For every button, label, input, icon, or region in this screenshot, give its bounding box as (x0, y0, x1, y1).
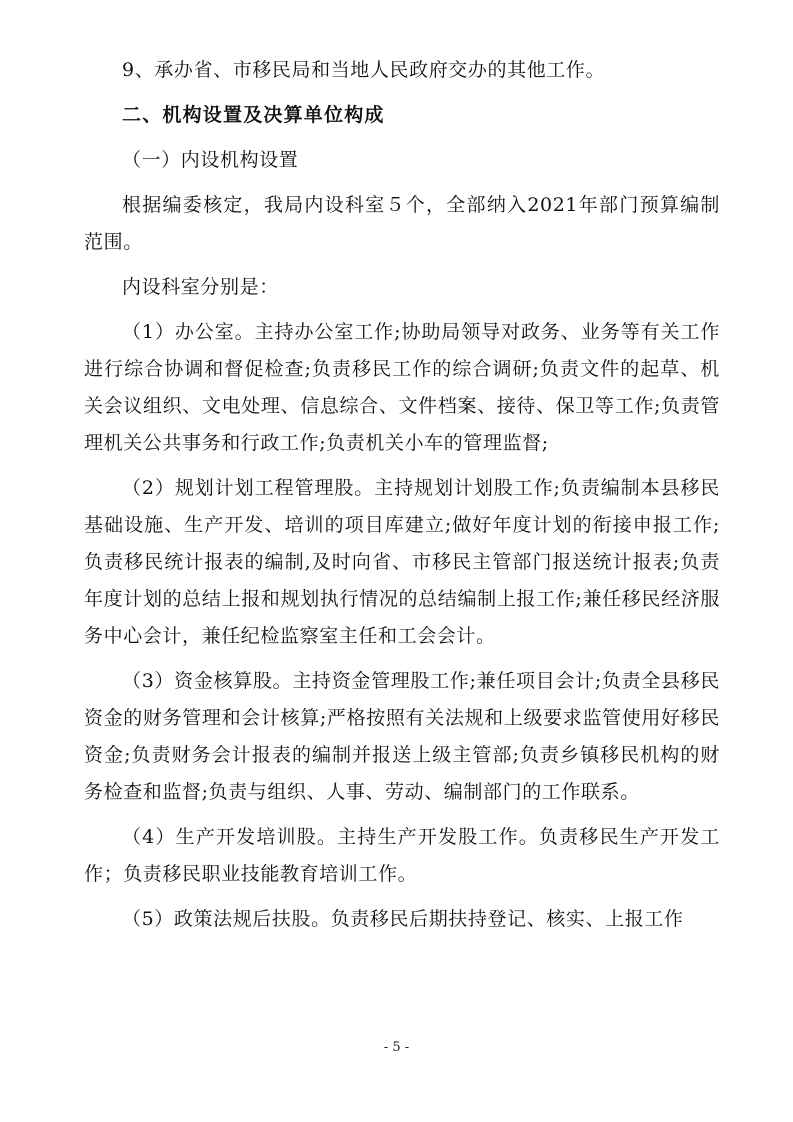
paragraph-departments-intro: 内设科室分别是： (122, 276, 279, 298)
paragraph-planning: （2）规划计划工程管理股。主持规划计划股工作;负责编制本县移民基础设施、生产开发、培训的项目库建立;做好年度计划的衔接申报工作;负责移民统计报表的编制,及时向省、市移民主管部门报送统计报表;负责年度计划的总结上报和规划执行情况的总结编制上报工作;兼任移民经济服务中心会计，兼任纪检监察室主任和工会会计。 (84, 477, 720, 647)
paragraph-production: （4）生产开发培训股。主持生产开发股工作。负责移民生产开发工作；负责移民职业技能教育培训工作。 (84, 826, 720, 885)
paragraph-policy: （5）政策法规后扶股。负责移民后期扶持登记、核实、上报工作 (122, 908, 684, 930)
subsection-heading-1: （一）内设机构设置 (122, 149, 299, 171)
document-body (84, 52, 720, 938)
paragraph-establishment: 根据编委核定，我局内设科室５个，全部纳入2021年部门预算编制范围。 (84, 194, 720, 253)
paragraph-finance: （3）资金核算股。主持资金管理股工作;兼任项目会计;负责全县移民资金的财务管理和会计核算;严格按照有关法规和上级要求监管使用好移民资金;负责财务会计报表的编制并报送上级主管部;负责乡镇移民机构的财务检查和监督;负责与组织、人事、劳动、编制部门的工作联系。 (84, 670, 720, 803)
page-number: - 5 - (383, 1040, 410, 1055)
section-heading-2: 二、机构设置及决算单位构成 (122, 104, 385, 126)
paragraph-item-9: 9、承办省、市移民局和当地人民政府交办的其他工作。 (122, 59, 606, 81)
paragraph-office: （1）办公室。主持办公室工作;协助局领导对政务、业务等有关工作进行综合协调和督促检查;负责移民工作的综合调研;负责文件的起草、机关会议组织、文电处理、信息综合、文件档案、接待、保卫等工作;负责管理机关公共事务和行政工作;负责机关小车的管理监督; (84, 321, 720, 454)
